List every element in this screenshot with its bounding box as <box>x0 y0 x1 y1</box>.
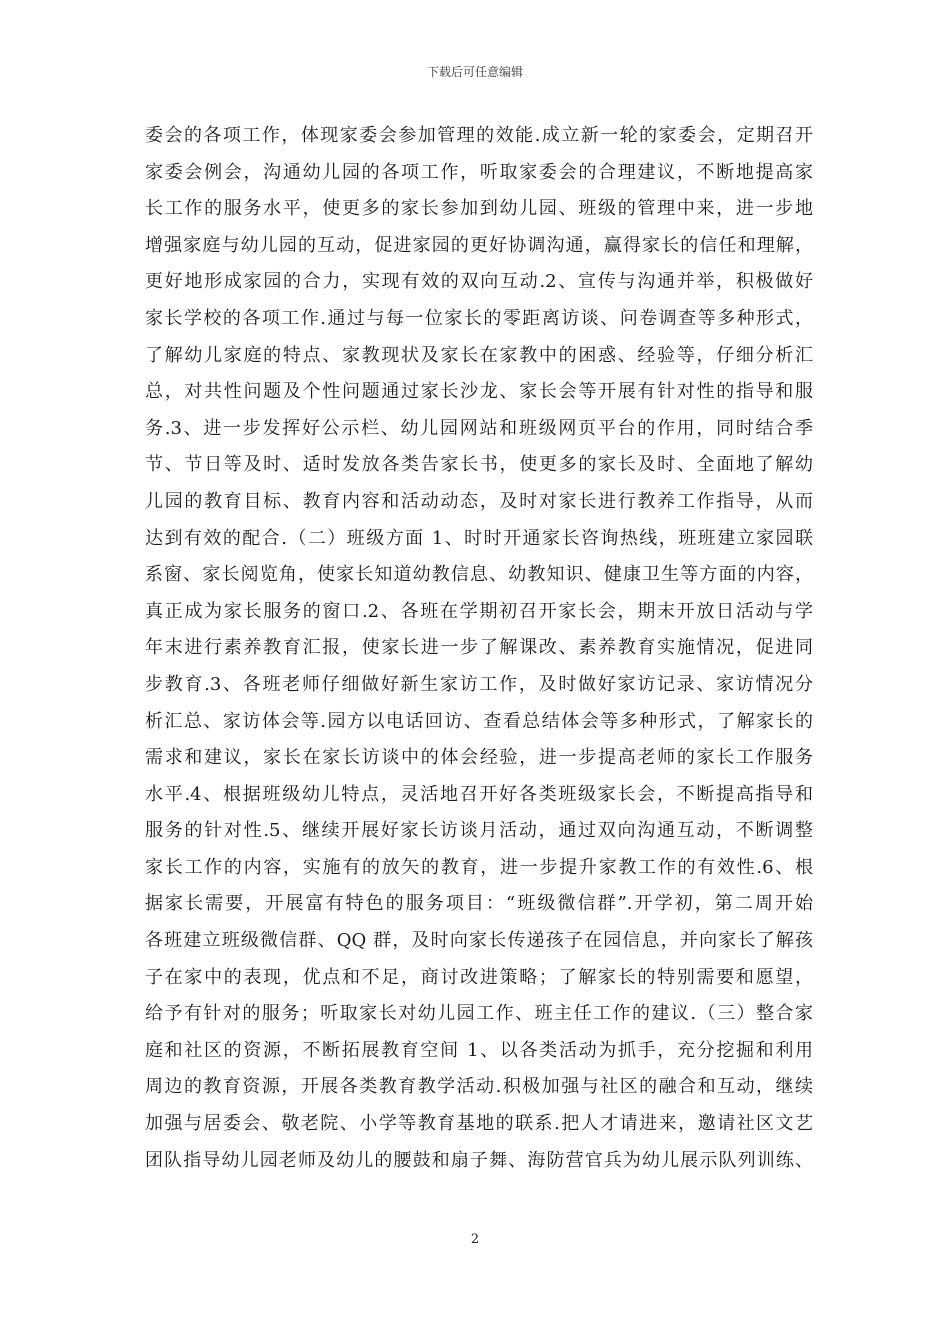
body-text-line: 总，对共性问题及个性问题通过家长沙龙、家长会等开展有针对性的指导和服 <box>145 381 813 403</box>
body-text-line: 系窗、家长阅览角，使家长知道幼教信息、幼教知识、健康卫生等方面的内容， <box>145 564 813 586</box>
body-text-line: 析汇总、家访体会等.园方以电话回访、查看总结体会等多种形式，了解家长的 <box>145 710 813 732</box>
document-body <box>145 118 813 1179</box>
body-text-line: 达到有效的配合.（二）班级方面 1、时时开通家长咨询热线，班班建立家园联 <box>145 527 813 549</box>
body-text-line: 子在家中的表现，优点和不足，商讨改进策略；了解家长的特别需要和愿望， <box>145 966 813 988</box>
page-number: 2 <box>470 1232 480 1247</box>
body-text-line: 儿园的教育目标、教育内容和活动动态，及时对家长进行教养工作指导，从而 <box>145 490 813 512</box>
body-text-line: 长工作的服务水平，使更多的家长参加到幼儿园、班级的管理中来，进一步地 <box>145 198 813 220</box>
body-text-line: 周边的教育资源，开展各类教育教学活动.积极加强与社区的融合和互动，继续 <box>145 1076 813 1098</box>
body-text-line: 节、节日等及时、适时发放各类告家长书，使更多的家长及时、全面地了解幼 <box>145 454 813 476</box>
body-text-line: 更好地形成家园的合力，实现有效的双向互动.2、宣传与沟通并举，积极做好 <box>145 271 813 293</box>
body-text-line: 委会的各项工作，体现家委会参加管理的效能.成立新一轮的家委会，定期召开 <box>145 125 813 146</box>
body-text-line: 务.3、进一步发挥好公示栏、幼儿园网站和班级网页平台的作用，同时结合季 <box>145 417 813 439</box>
body-text-line: 步教育.3、各班老师仔细做好新生家访工作，及时做好家访记录、家访情况分 <box>145 673 813 695</box>
body-text-line: 增强家庭与幼儿园的互动，促进家园的更好协调沟通，赢得家长的信任和理解， <box>145 234 813 256</box>
body-text-line: 给予有针对的服务；听取家长对幼儿园工作、班主任工作的建议.（三）整合家 <box>145 1003 813 1025</box>
body-text-line: 家长工作的内容，实施有的放矢的教育，进一步提升家教工作的有效性.6、根 <box>145 856 813 878</box>
body-text-line: 服务的针对性.5、继续开展好家长访谈月活动，通过双向沟通互动，不断调整 <box>145 820 813 842</box>
body-text-line: 庭和社区的资源，不断拓展教育空间 1、以各类活动为抓手，充分挖掘和利用 <box>145 1039 813 1061</box>
body-text-line: 据家长需要，开展富有特色的服务项目：“班级微信群”.开学初，第二周开始 <box>145 893 813 915</box>
body-text-line: 团队指导幼儿园老师及幼儿的腰鼓和扇子舞、海防营官兵为幼儿展示队列训练、 <box>145 1149 813 1171</box>
page-header-note: 下载后可任意编辑 <box>426 65 523 79</box>
body-text-line: 水平.4、根据班级幼儿特点，灵活地召开好各类班级家长会，不断提高指导和 <box>145 783 813 805</box>
body-text-line: 加强与居委会、敬老院、小学等教育基地的联系.把人才请进来，邀请社区文艺 <box>145 1113 813 1135</box>
body-text-line: 真正成为家长服务的窗口.2、各班在学期初召开家长会，期末开放日活动与学 <box>145 600 813 622</box>
body-text-line: 年末进行素养教育汇报，使家长进一步了解课改、素养教育实施情况，促进同 <box>145 637 813 659</box>
body-text-line: 需求和建议，家长在家长访谈中的体会经验，进一步提高老师的家长工作服务 <box>145 747 813 769</box>
body-text-line: 家委会例会，沟通幼儿园的各项工作，听取家委会的合理建议，不断地提高家 <box>145 161 813 183</box>
body-text-line: 各班建立班级微信群、QQ 群，及时向家长传递孩子在园信息，并向家长了解孩 <box>145 930 813 952</box>
body-text-line: 家长学校的各项工作.通过与每一位家长的零距离访谈、问卷调查等多种形式， <box>145 307 813 329</box>
body-text-line: 了解幼儿家庭的特点、家教现状及家长在家教中的困惑、经验等，仔细分析汇 <box>145 344 813 366</box>
